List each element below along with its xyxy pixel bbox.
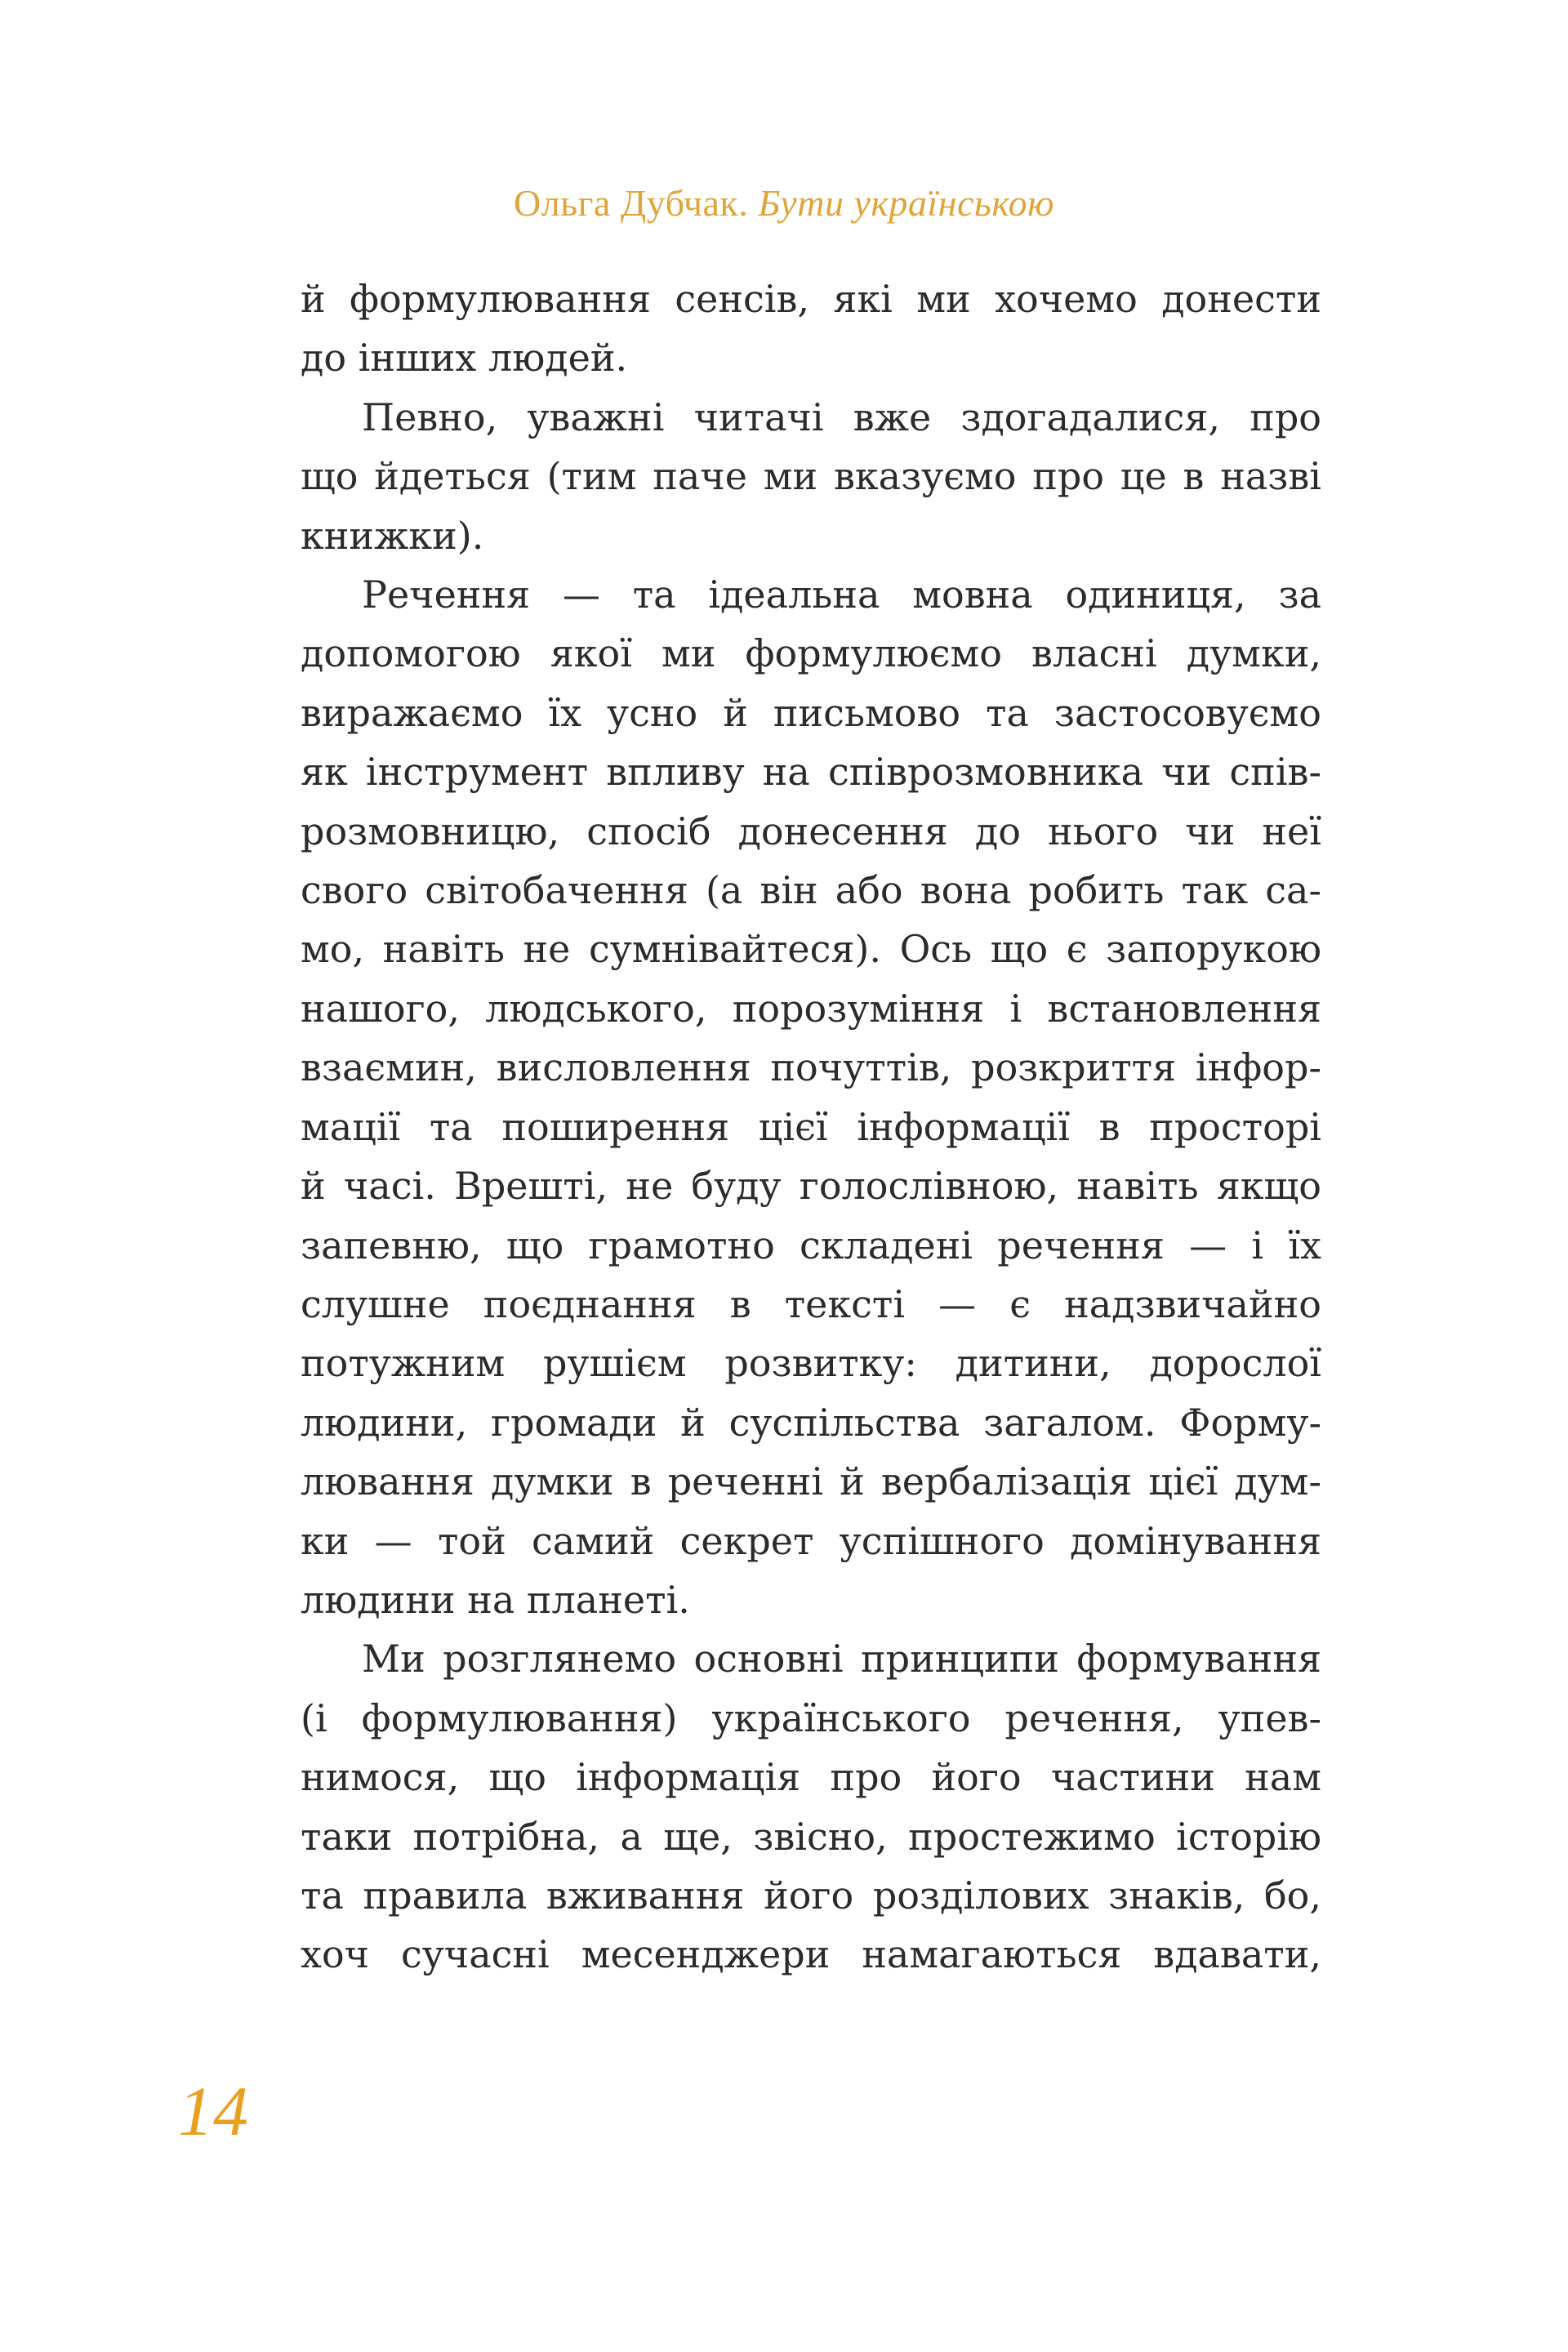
text-line: Певно, уважні читачі вже здогадалися, про [362,394,1321,439]
text-line: допомогою якої ми формулюємо власні думки, [301,631,1321,676]
text-line: й формулювання сенсів, які ми хочемо донести [301,277,1321,321]
text-line: потужним рушієм розвитку: дитини, дорослої [301,1341,1321,1386]
text-line: (і формулювання) українського речення, упев- [301,1695,1321,1740]
running-head [0,181,1568,225]
text-line: лювання думки в реченні й вербалізація цієї дум- [301,1459,1321,1504]
text-line: запевню, що грамотно складені речення — і їх [301,1223,1321,1267]
text-line: хоч сучасні месенджери намагаються вдавати, [301,1932,1321,1977]
paragraph-4 [301,1629,1321,1984]
text-line: ки — той самий секрет успішного домінування [301,1518,1321,1563]
paragraph-1 [301,270,1321,388]
body-text [301,270,1321,1984]
page-number: 14 [178,2072,248,2150]
text-line: й часі. Врешті, не буду голослівною, навіть якщо [301,1164,1321,1209]
text-line: Речення — та ідеальна мовна одиниця, за [362,572,1321,617]
text-line: Ми розглянемо основні принципи формування [362,1637,1321,1682]
text-line: людини, громади й суспільства загалом. Форму- [301,1400,1321,1445]
text-line: людини на планеті. [301,1577,690,1622]
text-line: як інструмент впливу на співрозмовника чи спів- [301,750,1321,795]
text-line: слушне поєднання в тексті — є надзвичайно [301,1281,1321,1326]
text-line: розмовницю, спосіб донесення до нього чи неї [301,808,1321,853]
paragraph-2 [301,388,1321,565]
text-line: мації та поширення цієї інформації в просторі [301,1104,1321,1149]
text-line: нашого, людського, порозуміння і встановлення [301,986,1321,1031]
running-head-author: Ольга Дубчак. [513,182,749,224]
text-line: до інших людей. [301,336,628,381]
text-line: нимося, що інформація про його частини нам [301,1755,1321,1800]
text-line: свого світобачення (а він або вона робить так са- [301,868,1321,913]
text-line: та правила вживання його розділових знаків, бо, [301,1873,1321,1918]
text-line: таки потрібна, а ще, звісно, простежимо історію [301,1814,1321,1859]
text-line: мо, навіть не сумнівайтеся). Ось що є запорукою [301,927,1321,972]
text-line: книжки). [301,513,484,558]
running-head-title: Бути українською [758,182,1055,224]
text-line: що йдеться (тим паче ми вказуємо про це в назві [301,454,1321,499]
text-line: виражаємо їх усно й письмово та застосовуємо [301,690,1321,735]
paragraph-3 [301,565,1321,1629]
text-line: взаємин, висловлення почуттів, розкриття інфор- [301,1045,1321,1090]
